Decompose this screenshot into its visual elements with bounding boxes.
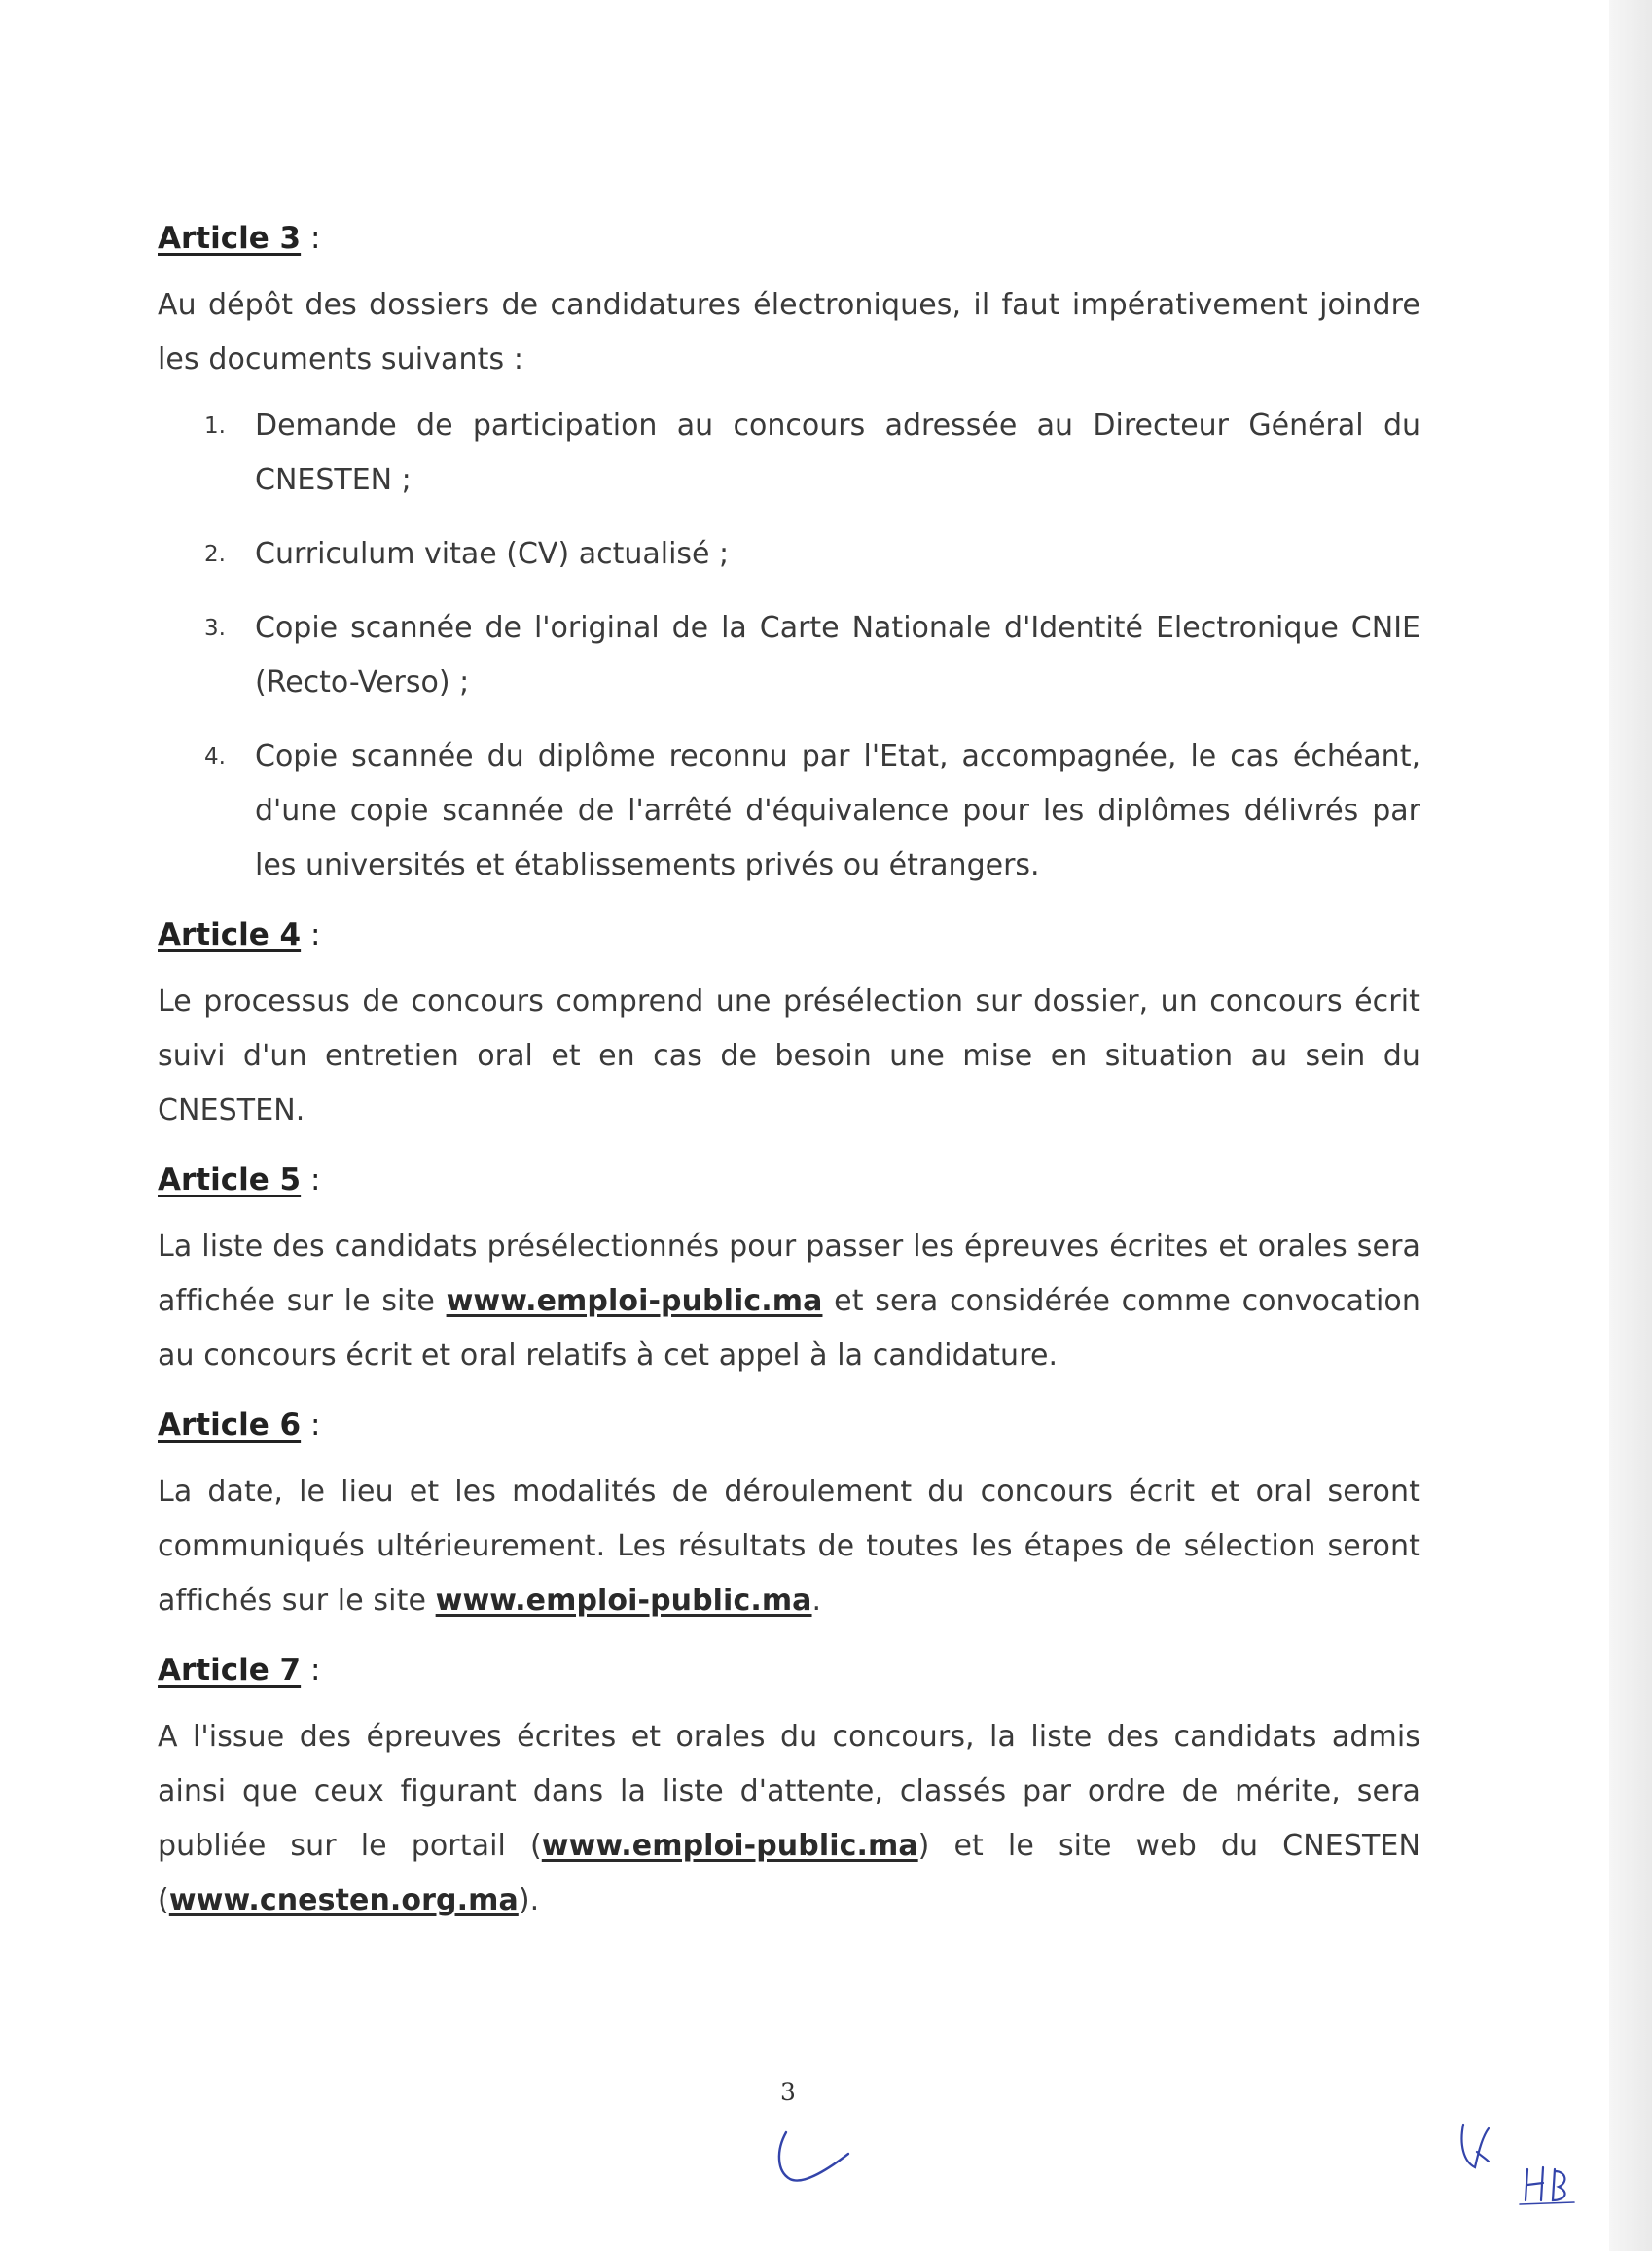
page-number: 3 — [780, 2078, 796, 2106]
list-number: 3. — [204, 616, 226, 641]
article-title: Article 6 — [158, 1408, 302, 1443]
article-3 — [158, 216, 1420, 893]
list-text: Demande de participation au concours adressée au Directeur Général du CNESTEN ; — [255, 409, 1420, 497]
article-heading: Article 7 : — [158, 1653, 321, 1688]
article-heading: Article 6 : — [158, 1408, 321, 1443]
list-item — [158, 527, 1420, 582]
list-text: Curriculum vitae (CV) actualisé ; — [255, 537, 730, 571]
list-item — [158, 399, 1420, 508]
article-text: La liste des candidats présélectionnés pour passer les épreuves écrites et orales sera affichée sur le site www.emploi-public.ma et sera considérée comme convocation au concours écrit et oral relatifs à cet appel à la candidature. — [158, 1230, 1420, 1373]
article-text: La date, le lieu et les modalités de déroulement du concours écrit et oral seront communiqués ultérieurement. Les résultats de toutes les étapes de sélection seront affichés sur le site www.emploi-public.ma. — [158, 1475, 1420, 1618]
article-text: Le processus de concours comprend une présélection sur dossier, un concours écrit suivi d'un entretien oral et en cas de besoin une mise en situation au sein du CNESTEN. — [158, 984, 1420, 1127]
article-title: Article 3 — [158, 221, 302, 256]
article-title: Article 5 — [158, 1162, 302, 1197]
article-title: Article 7 — [158, 1653, 302, 1688]
article-6 — [158, 1403, 1420, 1628]
document-list — [158, 399, 1420, 893]
scan-edge-shadow — [1609, 0, 1652, 2251]
article-heading: Article 3 : — [158, 221, 321, 256]
list-text: Copie scannée du diplôme reconnu par l'Etat, accompagnée, le cas échéant, d'une copie scannée de l'arrêté d'équivalence pour les diplômes délivrés par les universités et établissements privés ou étrangers. — [255, 739, 1420, 882]
list-number: 4. — [204, 744, 226, 769]
emploi-public-link[interactable]: www.emploi-public.ma — [541, 1829, 918, 1863]
article-7 — [158, 1648, 1420, 1928]
list-item — [158, 730, 1420, 893]
emploi-public-link[interactable]: www.emploi-public.ma — [446, 1284, 823, 1318]
article-title: Article 4 — [158, 917, 302, 952]
list-number: 1. — [204, 413, 226, 439]
emploi-public-link[interactable]: www.emploi-public.ma — [435, 1584, 812, 1618]
article-5 — [158, 1158, 1420, 1383]
article-text: Au dépôt des dossiers de candidatures électroniques, il faut impérativement joindre les documents suivants : — [158, 288, 1420, 376]
document-body — [158, 216, 1420, 1928]
list-number: 2. — [204, 542, 226, 567]
handwritten-initials — [1450, 2111, 1596, 2228]
list-text: Copie scannée de l'original de la Carte Nationale d'Identité Electronique CNIE (Recto-Verso) ; — [255, 611, 1420, 699]
article-heading: Article 4 : — [158, 917, 321, 952]
article-heading: Article 5 : — [158, 1162, 321, 1197]
cnesten-link[interactable]: www.cnesten.org.ma — [168, 1883, 519, 1917]
article-4 — [158, 912, 1420, 1138]
list-item — [158, 601, 1420, 710]
article-text: A l'issue des épreuves écrites et orales du concours, la liste des candidats admis ainsi que ceux figurant dans la liste d'attente, classés par ordre de mérite, sera publiée sur le portail (www.emploi-public.ma) et le site web du CNESTEN (www.cnesten.org.ma). — [158, 1720, 1420, 1917]
handwritten-paraph — [769, 2121, 856, 2198]
